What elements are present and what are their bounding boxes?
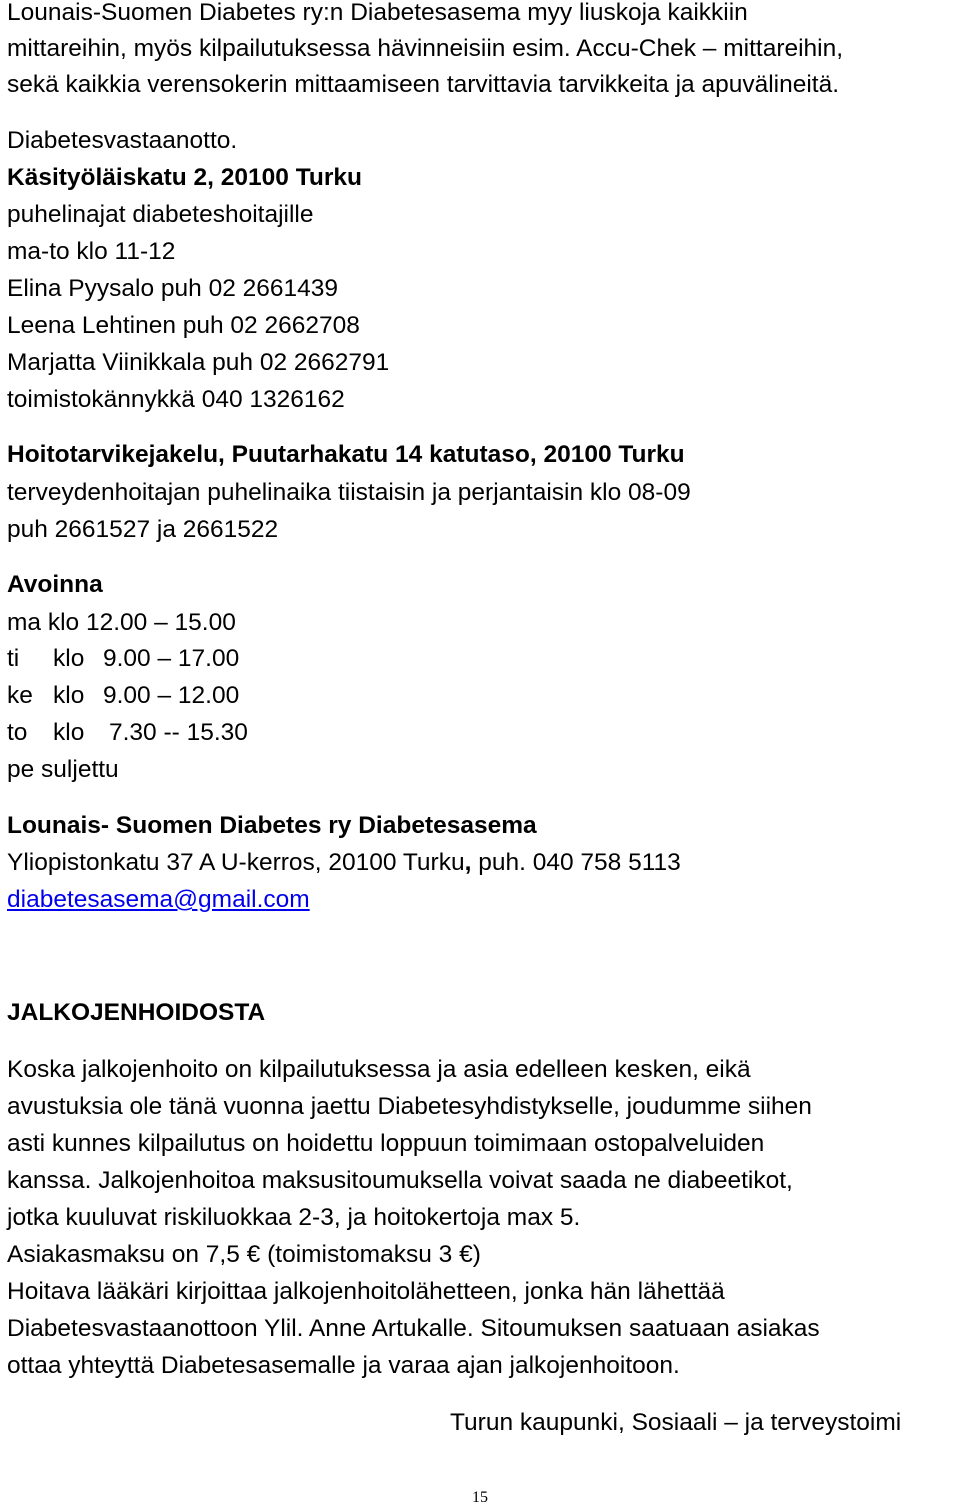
hours-time: 7.30 -- 15.30 (109, 719, 248, 746)
intro-line-3: sekä kaikkia verensokerin mittaamiseen tarvittavia tarvikkeita ja apuvälineitä. (7, 71, 840, 98)
jalko-line-8: Diabetesvastaanottoon Ylil. Anne Artukalle. Sitoumuksen saatuaan asiakas (7, 1315, 820, 1342)
jalko-heading: JALKOJENHOIDOSTA (7, 999, 266, 1026)
hours-day: to (7, 719, 28, 746)
asema-address-street: Yliopistonkatu 37 A U-kerros, 20100 Turku (7, 849, 465, 876)
nurse-1: Elina Pyysalo puh 02 2661439 (7, 275, 339, 302)
asema-email-link[interactable]: diabetesasema@gmail.com (7, 886, 310, 913)
hours-day: ti (7, 645, 20, 672)
hours-row-ma (7, 605, 236, 641)
intro-line-2: mittareihin, myös kilpailutuksessa hävinneisiin esim. Accu-Chek – mittareihin, (7, 35, 844, 62)
asema-phone: puh. 040 758 5113 (471, 849, 681, 876)
jakelu-phones: puh 2661527 ja 2661522 (7, 516, 279, 543)
vastaanotto-phones-title: puhelinajat diabeteshoitajille (7, 201, 314, 228)
jakelu-phone-time: terveydenhoitajan puhelinaika tiistaisin ja perjantaisin klo 08-09 (7, 479, 691, 506)
jalko-line-4: kanssa. Jalkojenhoitoa maksusitoumuksella voivat saada ne diabeetikot, (7, 1167, 793, 1194)
hours-closed: pe suljettu (7, 756, 119, 783)
jalko-line-7: Hoitava lääkäri kirjoittaa jalkojenhoitolähetteen, jonka hän lähettää (7, 1278, 725, 1305)
hours-row-ti (7, 641, 239, 677)
jalko-line-9: ottaa yhteyttä Diabetesasemalle ja varaa ajan jalkojenhoitoon. (7, 1352, 680, 1379)
jakelu-heading: Hoitotarvikejakelu, Puutarhakatu 14 katutaso, 20100 Turku (7, 441, 685, 468)
nurse-2: Leena Lehtinen puh 02 2662708 (7, 312, 360, 339)
hours-day: ke (7, 682, 33, 709)
asema-address-comma: , (464, 849, 472, 876)
asema-heading: Lounais- Suomen Diabetes ry Diabetesasema (7, 812, 537, 839)
page-number: 15 (472, 1489, 488, 1506)
hours-time: 9.00 – 12.00 (103, 682, 240, 709)
hours-klo: klo (53, 682, 85, 709)
hours-time: 12.00 – 15.00 (86, 609, 236, 636)
hours-row-ke (7, 678, 239, 714)
nurse-3: Marjatta Viinikkala puh 02 2662791 (7, 349, 390, 376)
hours-day: ma (7, 609, 42, 636)
hours-klo: klo (53, 719, 85, 746)
hours-klo: klo (47, 609, 80, 636)
avoinna-heading: Avoinna (7, 571, 103, 598)
vastaanotto-mobile: toimistokännykkä 040 1326162 (7, 386, 345, 413)
jalko-line-3: asti kunnes kilpailutus on hoidettu loppuun toimimaan ostopalveluiden (7, 1130, 765, 1157)
jalko-line-2: avustuksia ole tänä vuonna jaettu Diabetesyhdistykselle, joudumme siihen (7, 1093, 812, 1120)
jalko-line-5: jotka kuuluvat riskiluokkaa 2-3, ja hoitokertoja max 5. (7, 1204, 581, 1231)
jalko-line-6: Asiakasmaksu on 7,5 € (toimistomaksu 3 €) (7, 1241, 481, 1268)
jalko-line-1: Koska jalkojenhoito on kilpailutuksessa ja asia edelleen kesken, eikä (7, 1056, 751, 1083)
hours-klo: klo (53, 645, 85, 672)
vastaanotto-address: Käsityöläiskatu 2, 20100 Turku (7, 164, 362, 191)
vastaanotto-heading: Diabetesvastaanotto. (7, 127, 238, 154)
signature: Turun kaupunki, Sosiaali – ja terveystoimi (450, 1409, 902, 1436)
intro-line-1: Lounais-Suomen Diabetes ry:n Diabetesasema myy liuskoja kaikkiin (7, 0, 748, 26)
hours-row-to (7, 715, 248, 751)
asema-address (7, 845, 681, 881)
vastaanotto-hours: ma-to klo 11-12 (7, 238, 176, 265)
hours-time: 9.00 – 17.00 (103, 645, 240, 672)
